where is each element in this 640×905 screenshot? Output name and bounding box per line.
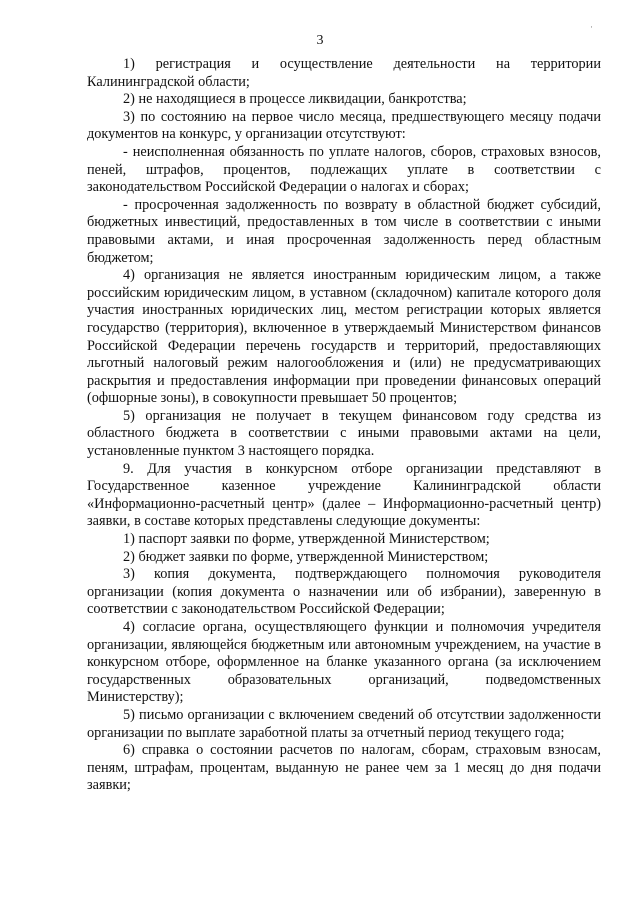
paragraph-item-5: 5) организация не получает в текущем финансовом году средства из областного бюджета в соответствии с иными правовыми актами на цели, установленные пунктом 3 настоящего порядка.: [87, 407, 601, 460]
paragraph-item-2: 2) не находящиеся в процессе ликвидации, банкротства;: [123, 91, 467, 108]
paragraph-doc-3: 3) копия документа, подтверждающего полномочия руководителя организации (копия документа о назначении или об избрании), заверенную в соответствии с законодательством Российской Федерации;: [87, 566, 601, 618]
paragraph-doc-5: 5) письмо организации с включением сведений об отсутствии задолженности организации по выплате заработной платы за отчетный период текущего года;: [87, 706, 601, 741]
paragraph-doc-6: 6) справка о состоянии расчетов по налогам, сборам, страховым взносам, пеням, штрафам, процентам, выданную не ранее чем за 1 месяц до дня подачи заявки;: [87, 742, 601, 794]
paragraph-doc-1: 1) паспорт заявки по форме, утвержденной Министерством;: [123, 531, 490, 548]
paragraph-tax-debt: - неисполненная обязанность по уплате налогов, сборов, страховых взносов, пеней, штрафов, процентов, подлежащих уплате в соответствии с законодательством Российской Федерации о налогах и сборах;: [87, 143, 601, 196]
paragraph-item-1: 1) регистрация и осуществление деятельности на территории Калининградской области;: [87, 56, 601, 90]
scan-mark: ·: [590, 22, 593, 32]
paragraph-budget-debt: - просроченная задолженность по возврату в областной бюджет субсидий, бюджетных инвестиций, предоставленных в том числе в соответствии с иными правовыми актами, и иная просроченная задолженность перед областным бюджетом;: [87, 196, 601, 266]
document-body: [87, 56, 601, 795]
paragraph-item-3: 3) по состоянию на первое число месяца, предшествующего месяцу подачи документов на конкурс, у организации отсутствуют:: [87, 108, 601, 143]
paragraph-item-4: 4) организация не является иностранным юридическим лицом, а также российским юридическим лицом, в уставном (складочном) капитале которого доля участия иностранных юридических лиц, местом регистрации которых является государство (территория), включенное в утверждаемый Министерством финансов Российской Федерации перечень государств и территорий, предоставляющих льготный налоговый режим налогообложения и (или) не предусматривающих раскрытия и предоставления информации при проведении финансовых операций (офшорные зоны), в совокупности превышает 50 процентов;: [87, 267, 601, 407]
paragraph-section-9: 9. Для участия в конкурсном отборе организации представляют в Государственное казенное учреждение Калининградской области «Информационно-расчетный центр» (далее – Информационно-расчетный центр) заявки, в составе которых представлены следующие документы:: [87, 460, 601, 530]
paragraph-doc-2: 2) бюджет заявки по форме, утвержденной Министерством;: [123, 548, 489, 565]
paragraph-doc-4: 4) согласие органа, осуществляющего функции и полномочия учредителя организации, являющейся бюджетным или автономным учреждением, на участие в конкурсном отборе, оформленное на бланке указанного органа (за исключением государственных образовательных организаций, подведомственных Министерству);: [87, 619, 601, 706]
page-number: 3: [316, 33, 324, 48]
